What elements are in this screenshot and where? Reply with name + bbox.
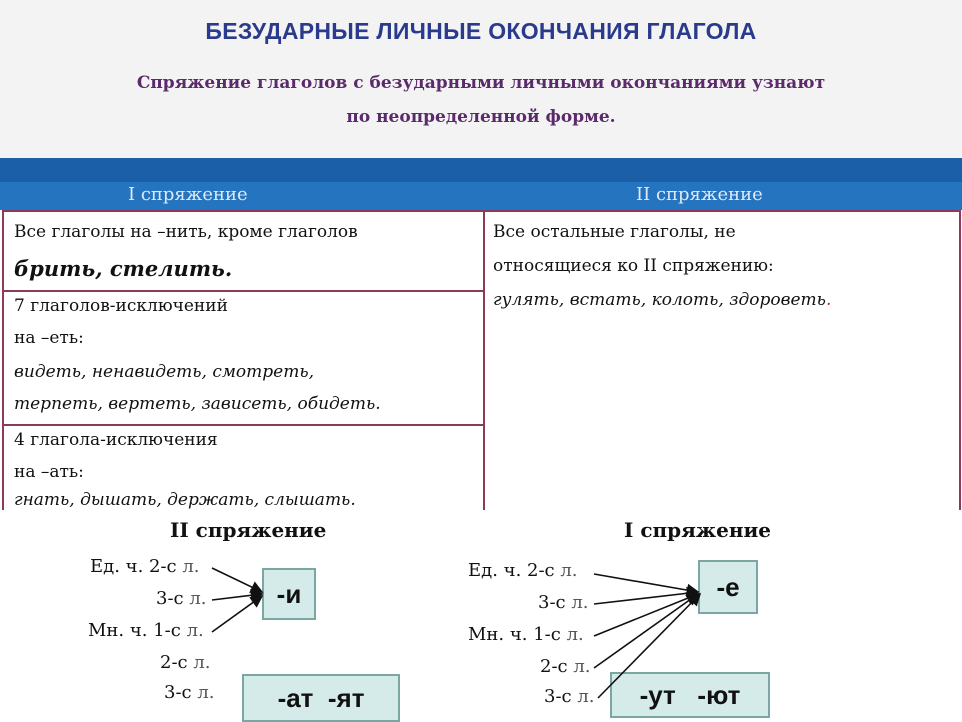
person-label-suffix: л. [182,556,200,577]
person-label-suffix: л. [189,588,207,609]
cell-examples: гнать, дышать, держать, слышать. [14,490,356,510]
cell-text: на –ать: [14,462,84,482]
arrow-line [594,594,698,636]
person-label-text: Мн. ч. 1-с [88,620,181,641]
person-label-suffix: л. [566,624,584,645]
person-label-text: Ед. ч. 2-с [468,560,555,581]
person-label-text: Ед. ч. 2-с [90,556,177,577]
ending-box-singular: -и [262,568,316,620]
cell-text: Все остальные глаголы, не [493,222,736,242]
ending-box-plural: -ут -ют [610,672,770,718]
cell-examples: видеть, ненавидеть, смотреть, [14,362,315,382]
person-label-suffix: л. [573,656,591,677]
cell-text: на –еть: [14,328,84,348]
person-label-text: 3-с [156,588,184,609]
person-label-text: 3-с [538,592,566,613]
arrow-line [594,592,698,604]
diagram-left-title: II спряжение [170,518,327,542]
person-label-suffix: л. [571,592,589,613]
person-label-suffix: л. [560,560,578,581]
person-label-text: 2-с [160,652,188,673]
subtitle-line-1: Спряжение глаголов с безударными личными окончаниями узнают [136,73,826,93]
examples-period: . [825,290,832,310]
col-head-conj-1: I спряжение [128,184,248,205]
cell-examples: терпеть, вертеть, зависеть, обидеть. [14,394,381,414]
arrow-line [598,594,700,698]
person-label-text: 3-с [164,682,192,703]
cell-text: относящиеся ко II спряжению: [493,256,774,276]
arrow-line [212,594,262,600]
cell-text: Все глаголы на –нить, кроме глаголов [14,222,358,242]
person-label-suffix: л. [186,620,204,641]
subtitle-line-2: по неопределенной форме. [346,107,616,127]
person-label-text: 3-с [544,686,572,707]
page-title: БЕЗУДАРНЫЕ ЛИЧНЫЕ ОКОНЧАНИЯ ГЛАГОЛА [205,18,757,44]
ending-box-singular: -е [698,560,758,614]
diagram-right-title: I спряжение [624,518,772,542]
person-label-text: 2-с [540,656,568,677]
cell-text: 4 глагола-исключения [14,430,218,450]
person-label-suffix: л. [197,682,215,703]
person-label-suffix: л. [577,686,595,707]
cell-examples: брить, стелить. [14,256,233,281]
arrow-line [212,568,262,592]
person-label-text: Мн. ч. 1-с [468,624,561,645]
col-head-conj-2: II спряжение [636,184,763,205]
arrow-line [594,574,698,592]
arrow-line [212,596,262,632]
examples-text: гулять, встать, колоть, здороветь [493,290,826,310]
person-label-suffix: л. [193,652,211,673]
cell-text: 7 глаголов-исключений [14,296,228,316]
arrow-line [594,594,698,668]
ending-box-plural: -ат -ят [242,674,400,722]
